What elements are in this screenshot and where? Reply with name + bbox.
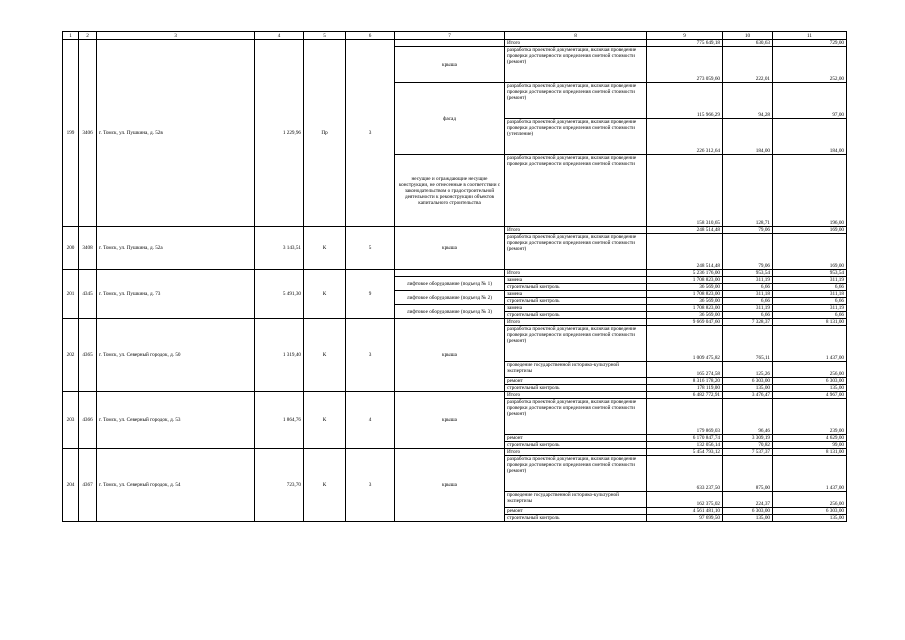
area: 1 864,76 [255, 392, 304, 449]
work-unit-cost: 875,00 [723, 456, 773, 492]
work-limit: 135,00 [773, 385, 847, 392]
work-limit: 169,00 [773, 234, 847, 270]
work-limit: 4 629,00 [773, 435, 847, 442]
address: г. Томск, ул. Северный городок, д. 50 [97, 319, 255, 392]
work-cost: 132 056,14 [647, 442, 723, 449]
work-limit: 256,00 [773, 492, 847, 508]
element-name: крыша [395, 392, 505, 449]
work-cost: 4 561 481,10 [647, 508, 723, 515]
total-cost: 5 454 793,12 [647, 449, 723, 456]
work-type: ремонт [505, 508, 647, 515]
element-name: лифтовое оборудование (подъезд № 3) [395, 305, 505, 319]
work-type: разработка проектной документации, включая проведение проверки достоверности определения сметной стоимости [505, 155, 647, 227]
house-type: К [304, 227, 346, 270]
work-type: разработка проектной документации, включая проведение проверки достоверности определения сметной стоимости (ремонт) [505, 234, 647, 270]
area: 5 491,30 [255, 270, 304, 319]
total-unit-cost: 7 537,37 [723, 449, 773, 456]
work-cost: 36 569,00 [647, 298, 723, 305]
empty-cell [395, 40, 505, 47]
work-cost: 97 699,50 [647, 515, 723, 522]
work-unit-cost: 135,00 [723, 515, 773, 522]
work-limit: 6 303,00 [773, 378, 847, 385]
area: 723,70 [255, 449, 304, 522]
total-unit-cost: 7 328,37 [723, 319, 773, 326]
area: 1 319,40 [255, 319, 304, 392]
work-limit: 97,00 [773, 83, 847, 119]
work-cost: 8 316 178,20 [647, 378, 723, 385]
work-unit-cost: 224,37 [723, 492, 773, 508]
work-type: строительный контроль [505, 312, 647, 319]
work-cost: 248 514,48 [647, 234, 723, 270]
house-type: К [304, 449, 346, 522]
work-type: строительный контроль [505, 385, 647, 392]
total-label: Итого [505, 319, 647, 326]
work-cost: 633 237,50 [647, 456, 723, 492]
header-cell: 7 [395, 32, 505, 40]
total-cost: 9 669 047,60 [647, 319, 723, 326]
work-unit-cost: 184,00 [723, 119, 773, 155]
element-name: крыша [395, 227, 505, 270]
work-type: разработка проектной документации, включая проведение проверки достоверности определения сметной стоимости (ремонт) [505, 326, 647, 362]
row-number: 199 [63, 40, 79, 227]
header-row [63, 32, 847, 40]
row-number: 202 [63, 319, 79, 392]
work-cost: 115 966,29 [647, 83, 723, 119]
table-row [63, 449, 847, 456]
work-type: строительный контроль [505, 442, 647, 449]
row-number: 204 [63, 449, 79, 522]
table-row [63, 392, 847, 399]
table-row [63, 319, 847, 326]
work-limit: 6,66 [773, 298, 847, 305]
work-cost: 162 375,02 [647, 492, 723, 508]
floors: 5 [346, 227, 395, 270]
house-code: 3408 [79, 227, 97, 270]
work-unit-cost: 6 303,00 [723, 378, 773, 385]
work-limit: 99,00 [773, 442, 847, 449]
header-cell: 1 [63, 32, 79, 40]
work-limit: 184,00 [773, 119, 847, 155]
work-limit: 6,66 [773, 284, 847, 291]
total-unit-cost: 630,63 [723, 40, 773, 47]
house-type: К [304, 392, 346, 449]
area: 1 229,96 [255, 40, 304, 227]
work-type: строительный контроль [505, 515, 647, 522]
house-code: 4365 [79, 319, 97, 392]
house-code: 4345 [79, 270, 97, 319]
total-limit: 4 967,00 [773, 392, 847, 399]
total-limit: 953,54 [773, 270, 847, 277]
empty-cell [395, 270, 505, 277]
total-cost: 5 236 176,00 [647, 270, 723, 277]
floors: 9 [346, 270, 395, 319]
house-code: 4367 [79, 449, 97, 522]
total-limit: 8 131,00 [773, 449, 847, 456]
work-unit-cost: 311,19 [723, 277, 773, 284]
header-cell: 11 [773, 32, 847, 40]
work-unit-cost: 6,66 [723, 312, 773, 319]
header-cell: 6 [346, 32, 395, 40]
work-limit: 256,00 [773, 362, 847, 378]
work-limit: 311,18 [773, 291, 847, 298]
element-name: крыша [395, 47, 505, 83]
header-cell: 3 [97, 32, 255, 40]
work-unit-cost: 135,00 [723, 385, 773, 392]
work-cost: 226 312,64 [647, 119, 723, 155]
row-number: 200 [63, 227, 79, 270]
area: 3 143,51 [255, 227, 304, 270]
work-unit-cost: 70,82 [723, 442, 773, 449]
house-type: К [304, 270, 346, 319]
work-unit-cost: 6,66 [723, 284, 773, 291]
work-type: строительный контроль [505, 298, 647, 305]
work-limit: 252,00 [773, 47, 847, 83]
work-limit: 311,19 [773, 305, 847, 312]
work-unit-cost: 311,19 [723, 305, 773, 312]
total-cost: 6 482 772,91 [647, 392, 723, 399]
work-limit: 6,66 [773, 312, 847, 319]
total-limit: 8 131,00 [773, 319, 847, 326]
header-cell: 5 [304, 32, 346, 40]
house-code: 3406 [79, 40, 97, 227]
element-name: лифтовое оборудование (подъезд № 2) [395, 291, 505, 305]
work-limit: 239,00 [773, 399, 847, 435]
total-label: Итого [505, 270, 647, 277]
house-code: 4366 [79, 392, 97, 449]
work-cost: 1 009 475,82 [647, 326, 723, 362]
element-name: лифтовое оборудование (подъезд № 1) [395, 277, 505, 291]
work-unit-cost: 96,46 [723, 399, 773, 435]
work-cost: 179 869,03 [647, 399, 723, 435]
work-limit: 1 437,00 [773, 326, 847, 362]
work-limit: 311,19 [773, 277, 847, 284]
total-limit: 729,00 [773, 40, 847, 47]
floors: 3 [346, 449, 395, 522]
row-number: 203 [63, 392, 79, 449]
work-unit-cost: 6 303,00 [723, 508, 773, 515]
work-unit-cost: 222,01 [723, 47, 773, 83]
address: г. Томск, ул. Северный городок, д. 54 [97, 449, 255, 522]
work-cost: 6 170 847,74 [647, 435, 723, 442]
total-label: Итого [505, 40, 647, 47]
work-type: проведение государственной историко-культурной экспертизы [505, 362, 647, 378]
element-name: крыша [395, 319, 505, 392]
floors: 4 [346, 392, 395, 449]
work-type: разработка проектной документации, включая проведение проверки достоверности определения сметной стоимости (ремонт) [505, 47, 647, 83]
work-type: ремонт [505, 435, 647, 442]
work-type: проведение государственной историко-культурной экспертизы [505, 492, 647, 508]
work-type: разработка проектной документации, включая проведение проверки достоверности определения сметной стоимости (ремонт) [505, 399, 647, 435]
work-type: разработка проектной документации, включая проведение проверки достоверности определения сметной стоимости (ремонт) [505, 83, 647, 119]
work-type: разработка проектной документации, включая проведение проверки достоверности определения сметной стоимости (ремонт) [505, 456, 647, 492]
total-limit: 169,00 [773, 227, 847, 234]
header-cell: 9 [647, 32, 723, 40]
work-unit-cost: 311,18 [723, 291, 773, 298]
work-type: замена [505, 291, 647, 298]
document-page [62, 31, 846, 522]
total-label: Итого [505, 449, 647, 456]
work-limit: 196,00 [773, 155, 847, 227]
header-cell: 10 [723, 32, 773, 40]
work-cost: 36 569,00 [647, 284, 723, 291]
work-type: ремонт [505, 378, 647, 385]
work-unit-cost: 6,66 [723, 298, 773, 305]
work-cost: 1 708 823,00 [647, 305, 723, 312]
work-unit-cost: 3 309,19 [723, 435, 773, 442]
work-limit: 6 303,00 [773, 508, 847, 515]
table-row [63, 40, 847, 47]
work-cost: 1 708 823,00 [647, 277, 723, 284]
element-name: несущие и ограждающие несущие конструкции, не отнесенные в соответствии с законодательством о градостроительной деятельности к реконструкции объектов капитального строительства [395, 155, 505, 227]
total-unit-cost: 79,06 [723, 227, 773, 234]
work-cost: 178 119,00 [647, 385, 723, 392]
work-limit: 135,00 [773, 515, 847, 522]
total-unit-cost: 953,54 [723, 270, 773, 277]
total-unit-cost: 3 476,47 [723, 392, 773, 399]
work-unit-cost: 94,28 [723, 83, 773, 119]
capital-repair-table [62, 31, 847, 522]
total-cost: 775 649,18 [647, 40, 723, 47]
work-cost: 273 059,60 [647, 47, 723, 83]
row-number: 201 [63, 270, 79, 319]
work-type: замена [505, 277, 647, 284]
table-row [63, 270, 847, 277]
total-label: Итого [505, 392, 647, 399]
work-limit: 1 437,00 [773, 456, 847, 492]
address: г. Томск, ул. Северный городок, д. 53 [97, 392, 255, 449]
work-cost: 1 708 823,00 [647, 291, 723, 298]
work-unit-cost: 765,11 [723, 326, 773, 362]
house-type: Пр [304, 40, 346, 227]
total-cost: 248 514,48 [647, 227, 723, 234]
work-unit-cost: 79,06 [723, 234, 773, 270]
house-type: К [304, 319, 346, 392]
work-cost: 36 569,00 [647, 312, 723, 319]
header-cell: 8 [505, 32, 647, 40]
address: г. Томск, ул. Пушкина, д. 52а [97, 227, 255, 270]
header-cell: 2 [79, 32, 97, 40]
table-row [63, 227, 847, 234]
element-name: крыша [395, 449, 505, 522]
element-name: фасад [395, 83, 505, 155]
work-cost: 165 274,58 [647, 362, 723, 378]
floors: 3 [346, 40, 395, 227]
floors: 3 [346, 319, 395, 392]
address: г. Томск, ул. Пушкина, д. 52в [97, 40, 255, 227]
work-type: разработка проектной документации, включая проведение проверки достоверности определения сметной стоимости (утепление) [505, 119, 647, 155]
work-type: замена [505, 305, 647, 312]
header-cell: 4 [255, 32, 304, 40]
work-type: строительный контроль [505, 284, 647, 291]
work-unit-cost: 125,26 [723, 362, 773, 378]
address: г. Томск, ул. Пушкина, д. 73 [97, 270, 255, 319]
work-cost: 158 310,65 [647, 155, 723, 227]
total-label: Итого [505, 227, 647, 234]
work-unit-cost: 128,71 [723, 155, 773, 227]
